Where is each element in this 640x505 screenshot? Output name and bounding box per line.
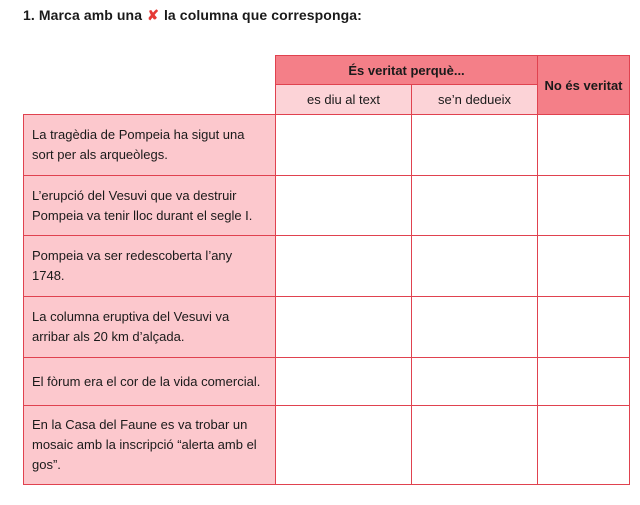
instruction-text-start: 1. Marca amb una <box>23 7 143 23</box>
answer-cell-false-3[interactable] <box>538 236 630 297</box>
statement-4: La columna eruptiva del Vesuvi va arribar als 20 km d’alçada. <box>24 297 276 358</box>
answer-cell-said-5[interactable] <box>276 358 412 406</box>
header-said-in-text: es diu al text <box>276 85 412 115</box>
header-not-true: No és veritat <box>538 56 630 115</box>
answer-table <box>23 55 630 485</box>
answer-cell-false-4[interactable] <box>538 297 630 358</box>
answer-cell-said-4[interactable] <box>276 297 412 358</box>
answer-cell-false-1[interactable] <box>538 115 630 176</box>
table-row <box>24 115 630 176</box>
table-row <box>24 236 630 297</box>
statement-2: L’erupció del Vesuvi que va destruir Pompeia va tenir lloc durant el segle I. <box>24 176 276 236</box>
statement-1: La tragèdia de Pompeia ha sigut una sort per als arqueòlegs. <box>24 115 276 176</box>
answer-cell-false-2[interactable] <box>538 176 630 236</box>
statement-3: Pompeia va ser redescoberta l’any 1748. <box>24 236 276 297</box>
answer-cell-deduced-6[interactable] <box>412 406 538 485</box>
table-row <box>24 358 630 406</box>
answer-cell-deduced-2[interactable] <box>412 176 538 236</box>
answer-cell-false-5[interactable] <box>538 358 630 406</box>
table-row <box>24 406 630 485</box>
exercise-instruction <box>23 7 362 24</box>
table-row <box>24 176 630 236</box>
answer-cell-deduced-5[interactable] <box>412 358 538 406</box>
statement-5: El fòrum era el cor de la vida comercial. <box>24 358 276 406</box>
answer-cell-false-6[interactable] <box>538 406 630 485</box>
answer-cell-deduced-3[interactable] <box>412 236 538 297</box>
header-deduced: se’n dedueix <box>412 85 538 115</box>
answer-cell-said-3[interactable] <box>276 236 412 297</box>
answer-cell-said-6[interactable] <box>276 406 412 485</box>
empty-corner <box>24 56 276 85</box>
answer-cell-said-2[interactable] <box>276 176 412 236</box>
empty-corner-lower <box>24 85 276 115</box>
table-row <box>24 297 630 358</box>
instruction-text-end: la columna que corresponga: <box>163 7 362 23</box>
answer-cell-said-1[interactable] <box>276 115 412 176</box>
statement-6: En la Casa del Faune es va trobar un mosaic amb la inscripció “alerta amb el gos”. <box>24 406 276 485</box>
answer-cell-deduced-1[interactable] <box>412 115 538 176</box>
cross-mark-icon: ✘ <box>147 7 159 23</box>
header-true-because: És veritat perquè... <box>276 56 538 85</box>
answer-cell-deduced-4[interactable] <box>412 297 538 358</box>
